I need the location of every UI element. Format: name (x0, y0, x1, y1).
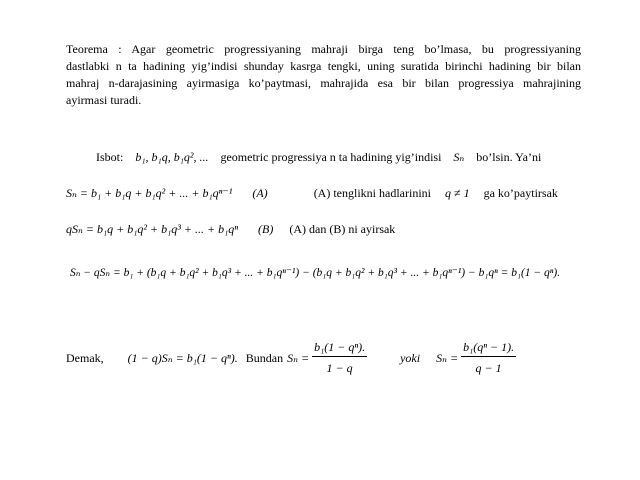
proof-sequence: b₁, b₁q, b₁q², ... (135, 150, 209, 164)
equation-a-text-2: ga ko’paytirsak (483, 186, 558, 200)
equation-b-formula: qSₙ = b₁q + b₁q² + b₁q³ + ... + b₁qⁿ (66, 222, 239, 236)
conclusion-line (66, 340, 519, 375)
conclusion-lhs-2: Sₙ = (436, 350, 459, 365)
theorem-line-1: Teorema : Agar geometric progressiyaning mahraji birga teng bo’lmasa, bu progressiyaning (66, 42, 581, 56)
conclusion-word-yoki: yoki (400, 350, 421, 365)
proof-label: Isbot: (96, 150, 124, 164)
fraction-1-numerator: b₁(1 − qⁿ). (312, 340, 367, 357)
fraction-1 (312, 340, 367, 375)
fraction-2-numerator: b₁(qⁿ − 1). (461, 340, 516, 357)
fraction-2 (461, 340, 516, 375)
proof-line (96, 150, 541, 164)
conclusion-word-bundan: Bundan (245, 350, 284, 365)
theorem-line-2: dastlabki n ta hadining yig’indisi shunday kasrga tengki, uning suratida birinchi hadining bir bilan (66, 59, 581, 73)
equation-difference: Sₙ − qSₙ = b₁ + (b₁q + b₁q² + b₁q³ + ... + b₁qⁿ⁻¹) − (b₁q + b₁q² + b₁q³ + ... + b₁qⁿ⁻¹) − b₁qⁿ = b₁(1 − qⁿ). (70, 267, 561, 279)
equation-b-tag: (B) (258, 222, 274, 236)
conclusion-lhs-1: Sₙ = (287, 350, 310, 365)
fraction-2-denominator: q − 1 (475, 361, 502, 375)
theorem-line-4: ayirmasi turadi. (66, 93, 142, 107)
theorem-line-3: mahraj n-darajasining ayirmasiga ko’paytmasi, mahrajida esa bir bilan progressiya mahrajining (66, 76, 581, 90)
fraction-1-denominator: 1 − q (326, 361, 353, 375)
equation-b-line (66, 222, 395, 236)
theorem-paragraph (66, 42, 581, 110)
equation-a-formula: Sₙ = b₁ + b₁q + b₁q² + ... + b₁qⁿ⁻¹ (66, 186, 233, 200)
equation-a-tag: (A) (252, 186, 268, 200)
equation-a-line (66, 186, 558, 200)
equation-b-text: (A) dan (B) ni ayirsak (289, 222, 396, 236)
equation-a-text: (A) tenglikni hadlarinini (313, 186, 431, 200)
conclusion-label: Demak, (66, 350, 104, 365)
proof-text: geometric progressiya n ta hadining yig’indisi (220, 150, 442, 164)
equation-a-condition: q ≠ 1 (445, 186, 470, 200)
proof-sum-symbol: Sₙ (453, 150, 465, 164)
proof-text-2: bo’lsin. Ya’ni (476, 150, 542, 164)
conclusion-equation: (1 − q)Sₙ = b₁(1 − qⁿ). (127, 350, 238, 365)
